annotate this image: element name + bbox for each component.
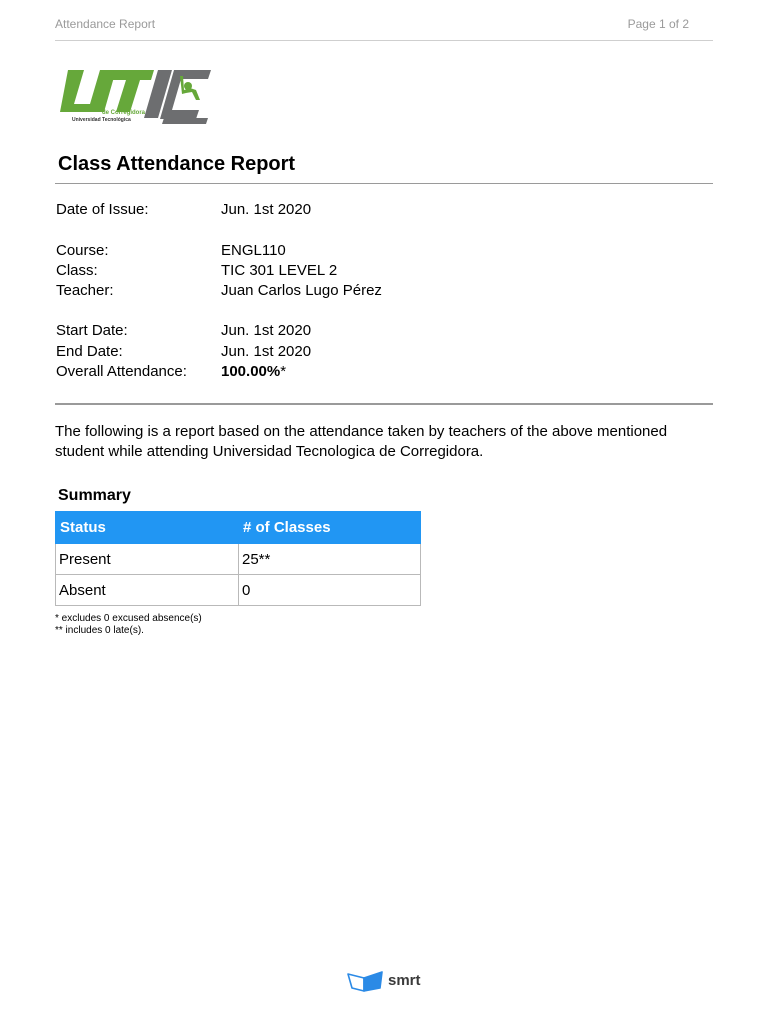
open-book-icon [346,968,384,992]
overall-attendance-value: 100.00% [221,363,281,380]
page-title: Class Attendance Report [58,153,296,175]
overall-attendance-value-group [221,363,286,381]
teacher-value: Juan Carlos Lugo Pérez [221,282,382,299]
course-value: ENGL110 [221,242,286,259]
title-divider [55,183,713,184]
overall-attendance-label: Overall Attendance: [56,363,187,380]
teacher-label: Teacher: [56,282,114,299]
start-date-label: Start Date: [56,322,128,339]
status-cell: Present [56,544,239,575]
status-cell: Absent [56,575,239,606]
footer-brand [346,968,426,994]
summary-table [55,511,421,606]
class-label: Class: [56,262,98,279]
footnote-excused: * excludes 0 excused absence(s) [55,613,202,624]
brand-name: smrt [388,972,421,989]
university-logo [54,66,214,130]
summary-heading: Summary [58,487,131,504]
header-page-number: Page 1 of 2 [627,17,689,31]
end-date-label: End Date: [56,343,123,360]
logo-text-line1: de Corregidora [102,110,146,116]
end-date-value: Jun. 1st 2020 [221,343,312,360]
intro-paragraph: The following is a report based on the attendance taken by teachers of the above mentioned student while attending Universidad Tecnologica de Corregidora. [55,423,668,460]
classes-cell: 0 [239,575,421,606]
uteq-logo-icon [54,66,214,130]
page-header [55,16,713,41]
section-divider [55,403,713,405]
header-report-name: Attendance Report [55,17,156,31]
course-label: Course: [56,242,109,259]
class-value: TIC 301 LEVEL 2 [221,262,338,279]
classes-cell: 25** [239,544,421,575]
summary-header-row [56,512,421,544]
overall-attendance-footnote-mark: * [280,363,287,380]
column-header-status: Status [56,512,239,544]
footnote-late: ** includes 0 late(s). [55,625,144,636]
table-row [56,544,421,575]
date-of-issue-label: Date of Issue: [56,201,149,218]
column-header-classes: # of Classes [239,512,421,544]
logo-text-line2: Universidad Tecnológica [72,117,131,123]
start-date-value: Jun. 1st 2020 [221,322,312,339]
table-row [56,575,421,606]
date-of-issue-value: Jun. 1st 2020 [221,201,312,218]
